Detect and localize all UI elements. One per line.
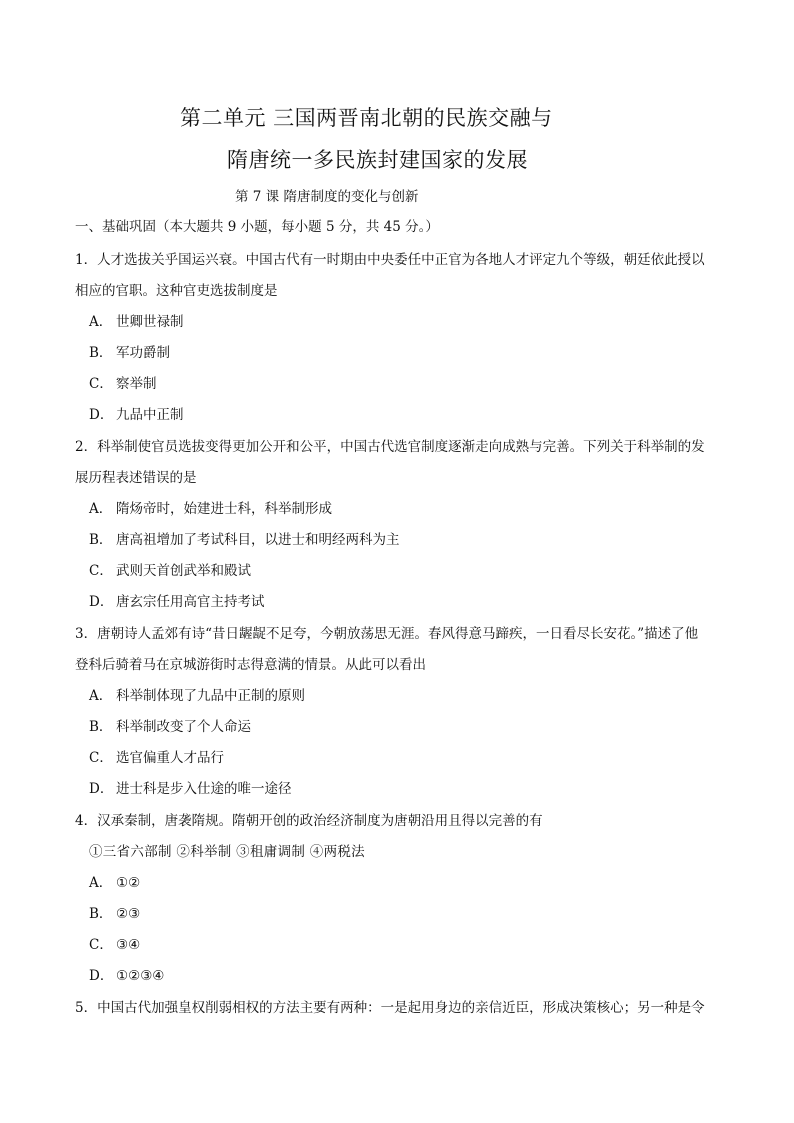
question-2-option-c: C． 武则天首创武举和殿试 bbox=[89, 563, 251, 579]
question-2-option-d: D． 唐玄宗任用高官主持考试 bbox=[89, 594, 265, 610]
question-5-line-1: 5．中国古代加强皇权削弱相权的方法主要有两种：一是起用身边的亲信近臣，形成决策核心；另一种是令 bbox=[75, 1000, 705, 1016]
question-1-option-a: A． 世卿世禄制 bbox=[89, 314, 184, 330]
question-4-line-1: 4．汉承秦制，唐袭隋规。隋朝开创的政治经济制度为唐朝沿用且得以完善的有 bbox=[75, 813, 543, 829]
question-1-option-b: B． 军功爵制 bbox=[89, 345, 170, 361]
question-2-option-a: A． 隋炀帝时，始建进士科，科举制形成 bbox=[89, 501, 332, 517]
question-1-line-1: 1．人才选拔关乎国运兴衰。中国古代有一时期由中央委任中正官为各地人才评定九个等级，朝廷依此授以 bbox=[75, 252, 705, 268]
question-4-option-c: C． ③④ bbox=[89, 937, 141, 953]
question-2-line-2: 展历程表述错误的是 bbox=[75, 470, 197, 486]
question-3-option-c: C． 选官偏重人才品行 bbox=[89, 750, 224, 766]
question-1-line-2: 相应的官职。这种官吏选拔制度是 bbox=[75, 283, 278, 299]
question-3-option-a: A． 科举制体现了九品中正制的原则 bbox=[89, 688, 305, 704]
question-1-option-d: D． 九品中正制 bbox=[89, 407, 184, 423]
question-4-choices: ①三省六部制 ②科举制 ③租庸调制 ④两税法 bbox=[89, 844, 365, 860]
question-3-line-1: 3．唐朝诗人孟郊有诗“昔日龌龊不足夸，今朝放荡思无涯。春风得意马蹄疾，一日看尽长安花。”描述了他 bbox=[75, 626, 699, 642]
lesson-title: 第 7 课 隋唐制度的变化与创新 bbox=[235, 189, 419, 205]
question-4-option-a: A． ①② bbox=[89, 875, 141, 891]
unit-subtitle: 隋唐统一多民族封建国家的发展 bbox=[227, 148, 528, 172]
unit-title: 第二单元 三国两晋南北朝的民族交融与 bbox=[180, 106, 553, 130]
question-1-option-c: C． 察举制 bbox=[89, 376, 157, 392]
question-3-line-2: 登科后骑着马在京城游街时志得意满的情景。从此可以看出 bbox=[75, 657, 426, 673]
question-3-option-d: D． 进士科是步入仕途的唯一途径 bbox=[89, 781, 292, 797]
question-2-line-1: 2．科举制使官员选拔变得更加公开和公平，中国古代选官制度逐渐走向成熟与完善。下列关于科举制的发 bbox=[75, 439, 705, 455]
question-4-option-d: D． ①②③④ bbox=[89, 968, 165, 984]
question-2-option-b: B． 唐高祖增加了考试科目，以进士和明经两科为主 bbox=[89, 532, 400, 548]
section-heading: 一、基础巩固（本大题共 9 小题，每小题 5 分，共 45 分。） bbox=[75, 219, 439, 235]
question-3-option-b: B． 科举制改变了个人命运 bbox=[89, 719, 251, 735]
question-4-option-b: B． ②③ bbox=[89, 906, 141, 922]
